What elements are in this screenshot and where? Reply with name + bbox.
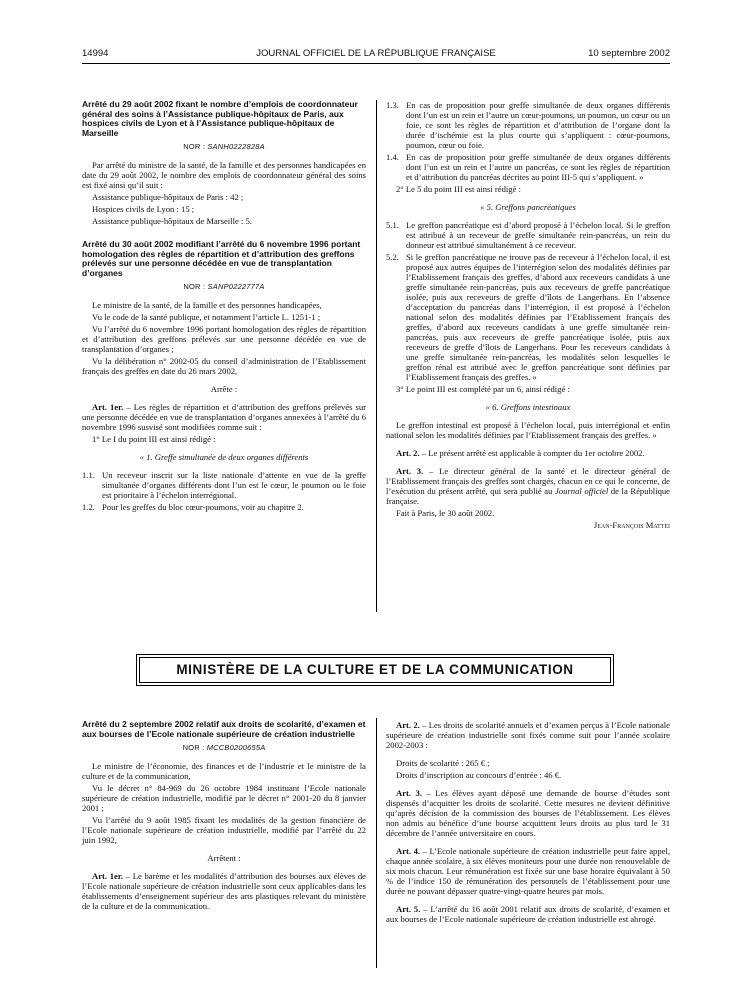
section-6-title: « 6. Greffons intestinaux [485, 402, 571, 412]
list-item-1-2: 1.2. Pour les greffes du bloc cœur-poumons, voir au chapitre 2. [82, 502, 304, 512]
page-header [82, 48, 670, 62]
upper-left-column [82, 100, 366, 514]
column-divider-top [376, 100, 377, 612]
list-item-5-2: 5.2. Si le greffon pancréatique ne trouve pas de receveur à l’échelon local, il est proposé aux autres équipes de l’interrégion selon des modalités définies par l’Etablissement français des greffes, d’abord aux receveurs candidats à une greffe simultanée rein-pancréas, puis aux receveurs de greffe pancréatique isolée, puis aux receveurs de greffe d’îlots de Langerhans. En l’absence d’acceptation du pancréas dans l’interrégion, il est proposé à l’échelon national selon des modalités définies par l’Etablissement français des greffes, d’abord aux receveurs candidats à une greffe simultanée rein-pancréas, puis aux receveurs de greffe pancréatique isolée, puis aux receveurs de greffe d’îlots de Langerhans. Pour les receveurs candidats à une greffe simultanée rein-pancréas, les modalités selon lesquelles le greffon rénal est attribué avec le greffon pancréatique sont définies par l’Etablissement français des greffes. » [386, 252, 670, 382]
list-item-5-1: 5.1. Le greffon pancréatique est d’abord proposé à l’échelon local. Si le greffon est attribué à un receveur de greffe simultanée rein-pancréas, un rein du donneur est attribué simultanément à ce receveur. [386, 220, 670, 250]
arrete2-para: Le greffon intestinal est proposé à l’échelon local, puis interrégional et enfin national selon les modalités définies par l’Etablissement français des greffes. » [386, 420, 670, 440]
signature: Jean-François Mattei [593, 520, 670, 530]
section-1-title: « 1. Greffe simultanée de deux organes différents [139, 452, 309, 462]
arrete3-article-3: Art. 3. – Les élèves ayant déposé une demande de bourse d’études sont dispensés d’acquitter les droits de scolarité. Cette mesures ne devient définitive qu’après décision de la commission des bourses de l’établissement. Les élèves non admis au bénéfice d’une bourse acquittent leurs droits au plus tard le 31 décembre de l’année universitaire en cours. [386, 788, 671, 838]
arrete2-para: Le ministre de la santé, de la famille et des personnes handicapées, [92, 300, 322, 310]
arrete2-para: Vu la délibération n° 2002-05 du conseil d’administration de l’Etablissement français des greffes en date du 26 mars 2002, [82, 356, 366, 376]
arrete2-article-3: Art. 3. – Le directeur général de la santé et le directeur général de l’Etablissement français des greffes sont chargés, chacun en ce qui le concerne, de l’exécution du présent arrêté, qui sera publié au Journal officiel de la République française. [386, 466, 670, 506]
arrete3-title: Arrêté du 2 septembre 2002 relatif aux droits de scolarité, d’examen et aux bourses de l’Ecole nationale supérieure de création industrielle [82, 719, 366, 739]
fee-tuition: Droits de scolarité : 265 € ; [396, 758, 490, 768]
arrete3-para: Le ministre de l’économie, des finances et de l’industrie et le ministre de la culture et de la communication, [82, 761, 366, 781]
lower-left-column [82, 720, 366, 913]
lower-right-column [386, 720, 670, 926]
arrete2-article-2: Art. 2. – Le présent arrêté est applicable à compter du 1er octobre 2002. [396, 448, 645, 458]
header-rule [82, 63, 670, 64]
arrete3-para: Vu le décret n° 84-969 du 26 octobre 1984 instituant l’Ecole nationale supérieure de création industrielle, modifié par le décret n° 2001-20 du 8 janvier 2001 ; [82, 783, 366, 813]
arrete2-article-1: Art. 1er. – Les règles de répartition et d’attribution des greffons prélevés sur une personne décédée en vue de transplantation d’organes annexées à l’arrêté du 6 novembre 1996 susvisé sont modifiées comme suit : [82, 402, 366, 432]
arrete2-done: Fait à Paris, le 30 août 2002. [396, 508, 495, 518]
list-item-1-3: 1.3. En cas de proposition pour greffe simultanée de deux organes différents dont l’un est un rein et l’autre un cœur-poumons, un poumon, un cœur ou un foie, ce sont les règles de répartition et d’attribution de l’organe dont la durée d’ischémie est la plus courte qui s’appliquent : cœur-poumons, poumon, cœur ou foie. [386, 100, 670, 150]
arrete2-title: Arrêté du 30 août 2002 modifiant l’arrêté du 6 novembre 1996 portant homologation des règles de répartition et d’attribution des greffons prélevés sur une personne décédée en vue de transplantation d’organes [82, 239, 361, 278]
arrete2-para: Vu le code de la santé publique, et notamment l’article L. 1251-1 ; [92, 312, 321, 322]
upper-right-column [386, 100, 670, 532]
arrete3-para: Vu l’arrêté du 9 août 1985 fixant les modalités de la gestion financière de l’Ecole nationale supérieure de création industrielle, modifié par l’arrêté du 22 juin 1992, [82, 815, 366, 845]
arrete2-para: 3° Le point III est complété par un 6, ainsi rédigé : [396, 384, 570, 394]
arrete2-para: 1° Le I du point III est ainsi rédigé : [92, 434, 216, 444]
section-5-title: « 5. Greffons pancréatiques [480, 202, 576, 212]
arrete2-nor: NOR : SANP0222777A [183, 282, 265, 291]
arrete1-list-item: Hospices civils de Lyon : 15 ; [92, 204, 195, 214]
issue-date: 10 septembre 2002 [588, 48, 670, 59]
arrete1-list-item: Assistance publique-hôpitaux de Marseille : 5. [92, 216, 252, 226]
column-divider-bottom [376, 718, 377, 968]
journal-title: JOURNAL OFFICIEL DE LA RÉPUBLIQUE FRANÇAISE [256, 48, 496, 59]
ministry-heading: MINISTÈRE DE LA CULTURE ET DE LA COMMUNICATION [139, 657, 611, 683]
arrete3-nor: NOR : MCCB0200655A [182, 743, 266, 752]
arrete3-article-2: Art. 2. – Les droits de scolarité annuels et d’examen perçus à l’Ecole nationale supérieure de création industrielle sont fixés comme suit pour l’année scolaire 2002-2003 : [386, 720, 670, 750]
list-item-1-1: 1.1. Un receveur inscrit sur la liste nationale d’attente en vue de la greffe simultanée d’organes différents dont l’un est le cœur, le poumon ou le foie est prioritaire à l’échelon interrégional. [82, 470, 366, 500]
arrete3-article-5: Art. 5. – L’arrêté du 16 août 2001 relatif aux droits de scolarité, d’examen et aux bourses de l’Ecole nationale supérieure de création industrielle est abrogé. [386, 904, 670, 924]
arrete1-para: Par arrêté du ministre de la santé, de la famille et des personnes handicapées en date du 29 août 2002, le nombre des emplois de coordonnateur général des soins est fixé ainsi qu’il suit : [82, 160, 366, 190]
arrete2-arrete: Arrête : [210, 384, 238, 394]
arrete1-list-item: Assistance publique-hôpitaux de Paris : 42 ; [92, 192, 244, 202]
arrete3-article-4: Art. 4. – L’Ecole nationale supérieure de création industrielle peut faire appel, chaque année scolaire, à six élèves moniteurs pour une durée non renouvelable de six mois chacun. Leur rémunération est fixée sur une base horaire équivalant à 50 % de l’indice 150 de rémunération des personnels de l’établissement pour une durée ne pouvant dépasser quatre-vingt-quatre heures par mois. [386, 846, 671, 896]
arrete3-arretent: Arrêtent : [207, 853, 241, 863]
fee-entrance: Droits d’inscription au concours d’entrée : 46 €. [396, 770, 562, 780]
arrete2-para: 2° Le 5 du point III est ainsi rédigé : [396, 184, 521, 194]
arrete1-title: Arrêté du 29 août 2002 fixant le nombre d’emplois de coordonnateur général des soins à l’Assistance publique-hôpitaux de Paris, aux hospices civils de Lyon et à l’Assistance publique-hôpitaux de Marseille [82, 99, 358, 138]
arrete1-nor: NOR : SANH0222828A [183, 142, 265, 151]
page-number: 14994 [82, 48, 109, 59]
list-item-1-4: 1.4. En cas de proposition pour greffe simultanée de deux organes différents dont l’un est un rein et l’autre un pancréas, ce sont les règles de répartition et d’attribution du pancréas décrites au point III-5 qui s’appliquent. » [386, 152, 670, 182]
arrete3-article-1: Art. 1er. – Le barème et les modalités d’attribution des bourses aux élèves de l’Ecole nationale supérieure de création industrielle sont ceux applicables dans les établissements d’enseignement supérieur des arts plastiques relevant du ministère de la culture et de la communication. [82, 871, 366, 911]
arrete2-para: Vu l’arrêté du 6 novembre 1996 portant homologation des règles de répartition et d’attribution des greffons prélevés sur une personne décédée en vue de transplantation d’organes ; [82, 324, 366, 354]
